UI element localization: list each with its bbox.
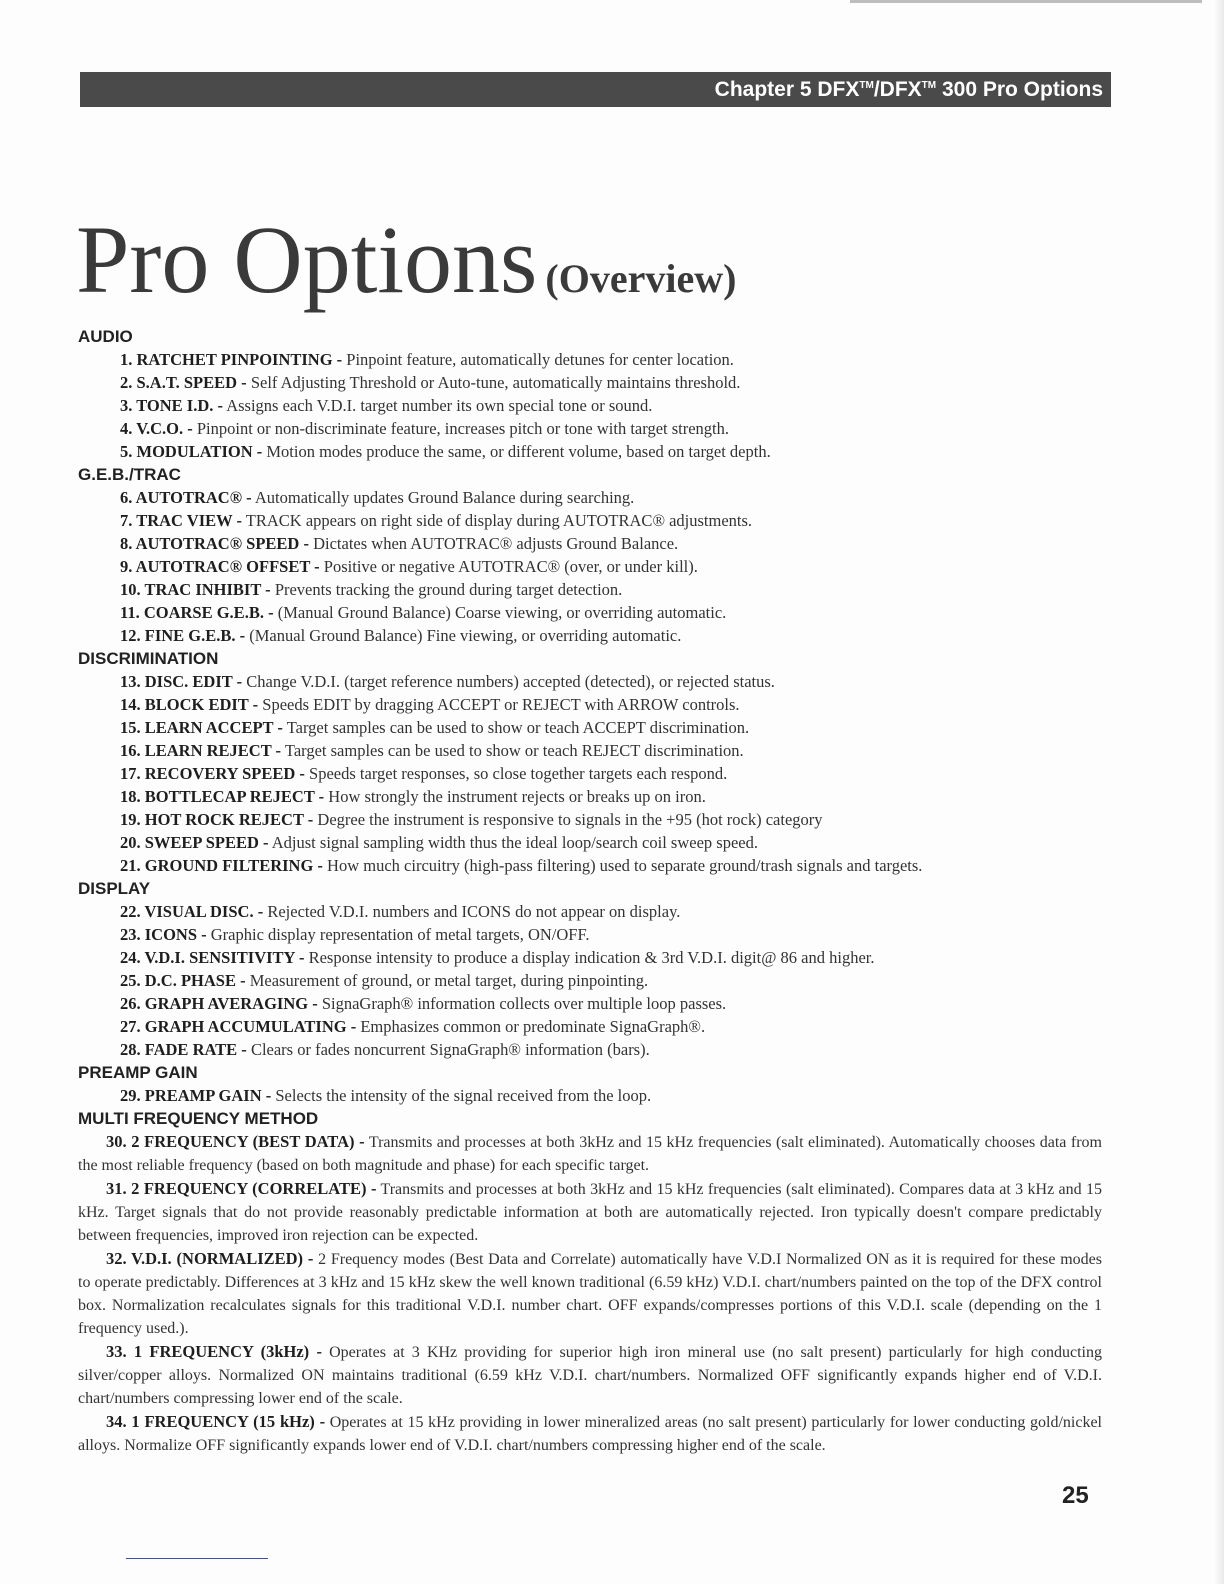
option-item [78,394,1102,417]
option-description: Response intensity to produce a display indication & 3rd V.D.I. digit@ 86 and higher. [304,948,875,967]
option-label: 25. D.C. PHASE - [120,971,246,990]
option-description: TRACK appears on right side of display during AUTOTRAC® adjustments. [241,511,753,530]
option-item [78,371,1102,394]
option-label: 23. ICONS - [120,925,207,944]
option-item [78,670,1102,693]
option-label: 8. AUTOTRAC® SPEED - [120,534,309,553]
section-heading: PREAMP GAIN [78,1063,198,1082]
option-label: 22. VISUAL DISC. - [120,902,264,921]
option-label: 19. HOT ROCK REJECT - [120,810,314,829]
option-description: How much circuitry (high-pass filtering) used to separate ground/trash signals and targets. [322,856,923,875]
option-label: 10. TRAC INHIBIT - [120,580,271,599]
option-label: 16. LEARN REJECT - [120,741,282,760]
option-description: Transmits and processes at both 3kHz and 15 kHz frequencies (salt eliminated). Automatically chooses data from the most reliable frequency (based on both magnitude and phase) for each specific target. [78,1134,1102,1174]
trademark-mark: TM [921,80,937,91]
option-description: Prevents tracking the ground during target detection. [270,580,623,599]
option-label: 18. BOTTLECAP REJECT - [120,787,325,806]
option-paragraph [78,1247,1102,1340]
option-item [78,417,1102,440]
option-label: 2. S.A.T. SPEED - [120,373,247,392]
option-label: 4. V.C.O. - [120,419,193,438]
option-item [78,969,1102,992]
option-description: Speeds EDIT by dragging ACCEPT or REJECT with ARROW controls. [258,695,740,714]
section-heading: AUDIO [78,327,133,346]
option-item [78,532,1102,555]
option-label: 12. FINE G.E.B. - [120,626,246,645]
option-label: 13. DISC. EDIT - [120,672,243,691]
option-description: Selects the intensity of the signal received from the loop. [271,1086,652,1105]
option-label: 24. V.D.I. SENSITIVITY - [120,948,305,967]
option-description: Target samples can be used to show or teach ACCEPT discrimination. [282,718,750,737]
option-label: 14. BLOCK EDIT - [120,695,259,714]
option-label: 27. GRAPH ACCUMULATING - [120,1017,357,1036]
option-description: Transmits and processes at both 3kHz and 15 kHz frequencies (salt eliminated). Compares data at 3 kHz and 15 kHz. Target signals that do not provide reasonably predictable information at both are automatically rejected. Iron typically doesn't compare predictably between frequencies, improved iron rejection can be expected. [78,1181,1102,1244]
options-list [78,325,1102,1457]
section-heading: DISPLAY [78,879,151,898]
option-item [78,808,1102,831]
option-item [78,854,1102,877]
option-item [78,785,1102,808]
option-item [78,946,1102,969]
option-description: Target samples can be used to show or teach REJECT discrimination. [281,741,744,760]
option-label: 17. RECOVERY SPEED - [120,764,305,783]
option-description: Dictates when AUTOTRAC® adjusts Ground Balance. [308,534,679,553]
option-item [78,348,1102,371]
chapter-title-end: 300 Pro Options [936,78,1103,101]
option-description: (Manual Ground Balance) Coarse viewing, or overriding automatic. [273,603,727,622]
option-item [78,578,1102,601]
option-description: Automatically updates Ground Balance during searching. [251,488,635,507]
option-description: Adjust signal sampling width thus the ideal loop/search coil sweep speed. [268,833,758,852]
option-label: 32. V.D.I. (NORMALIZED) - [106,1249,314,1268]
option-description: Graphic display representation of metal targets, ON/OFF. [206,925,590,944]
option-label: 9. AUTOTRAC® OFFSET - [120,557,320,576]
option-description: Motion modes produce the same, or different volume, based on target depth. [262,442,771,461]
option-label: 15. LEARN ACCEPT - [120,718,283,737]
option-description: Pinpoint feature, automatically detunes for center location. [342,350,734,369]
section-heading: DISCRIMINATION [78,649,219,668]
option-item [78,440,1102,463]
trademark-mark: TM [859,80,874,91]
option-description: Self Adjusting Threshold or Auto-tune, automatically maintains threshold. [246,373,741,392]
option-item [78,923,1102,946]
option-paragraph [78,1410,1102,1457]
option-item [78,1015,1102,1038]
option-description: Rejected V.D.I. numbers and ICONS do not appear on display. [263,902,681,921]
option-item [78,716,1102,739]
option-description: Pinpoint or non-discriminate feature, increases pitch or tone with target strength. [192,419,730,438]
multi-frequency-paragraphs [78,1130,1102,1457]
option-description: Measurement of ground, or metal target, during pinpointing. [245,971,649,990]
option-description: Emphasizes common or predominate SignaGraph®. [356,1017,706,1036]
chapter-header [80,72,1111,107]
option-label: 11. COARSE G.E.B. - [120,603,274,622]
option-label: 7. TRAC VIEW - [120,511,242,530]
option-description: (Manual Ground Balance) Fine viewing, or overriding automatic. [245,626,682,645]
option-item [78,831,1102,854]
option-description: 2 Frequency modes (Best Data and Correlate) automatically have V.D.I Normalized ON as it is required for these modes to operate predictably. Differences at 3 kHz and 15 kHz skew the well known traditional (6.59 kHz) V.D.I. chart/numbers painted on the top of the DFX control box. Normalization recalculates signals for this traditional V.D.I. number chart. OFF expands/compresses portions of this V.D.I. scale (depending on the 1 frequency used.). [78,1251,1102,1337]
option-label: 5. MODULATION - [120,442,263,461]
option-item [78,762,1102,785]
option-item [78,1084,1102,1107]
option-label: 30. 2 FREQUENCY (BEST DATA) - [106,1132,365,1151]
option-item [78,900,1102,923]
option-item [78,992,1102,1015]
option-label: 6. AUTOTRAC® - [120,488,252,507]
chapter-title-mid: /DFX [873,78,922,101]
option-label: 21. GROUND FILTERING - [120,856,323,875]
option-description: How strongly the instrument rejects or breaks up on iron. [324,787,706,806]
option-item [78,739,1102,762]
option-description: Speeds target responses, so close together targets each respond. [304,764,728,783]
option-label: 31. 2 FREQUENCY (CORRELATE) - [106,1179,377,1198]
option-label: 28. FADE RATE - [120,1040,247,1059]
chapter-title: Chapter 5 DFX [714,78,860,101]
option-description: Clears or fades noncurrent SignaGraph® information (bars). [246,1040,650,1059]
option-paragraph [78,1177,1102,1247]
section-heading: MULTI FREQUENCY METHOD [78,1109,319,1128]
page-title-sub: (Overview) [545,256,737,301]
option-label: 33. 1 FREQUENCY (3kHz) - [106,1342,322,1361]
page-title [76,206,737,313]
option-description: Assigns each V.D.I. target number its own special tone or sound. [223,396,653,415]
top-rule [850,0,1202,3]
option-item [78,1038,1102,1061]
bottom-rule [126,1558,268,1559]
page-edge-shadow [1214,0,1224,1584]
option-label: 3. TONE I.D. - [120,396,223,415]
option-item [78,509,1102,532]
option-item [78,486,1102,509]
option-description: SignaGraph® information collects over multiple loop passes. [317,994,727,1013]
option-description: Operates at 15 kHz providing in lower mineralized areas (no salt present) particularly for lower conducting gold/nickel alloys. Normalize OFF significantly expands lower end of V.D.I. chart/numbers compressing higher end of the scale. [78,1414,1103,1454]
option-description: Operates at 3 KHz providing for superior high iron mineral use (no salt present) particularly for high conducting silver/copper alloys. Normalized ON maintains traditional (6.59 kHz V.D.I. chart/numbers. Normalized OFF significantly expands higher end of V.D.I. chart/numbers compressing lower end of the scale. [78,1344,1102,1407]
option-description: Positive or negative AUTOTRAC® (over, or under kill). [319,557,698,576]
option-paragraph [78,1130,1102,1177]
section-heading: G.E.B./TRAC [78,465,181,484]
option-label: 26. GRAPH AVERAGING - [120,994,318,1013]
option-description: Degree the instrument is responsive to signals in the +95 (hot rock) category [313,810,823,829]
option-description: Change V.D.I. (target reference numbers) accepted (detected), or rejected status. [242,672,775,691]
option-label: 34. 1 FREQUENCY (15 kHz) - [106,1412,326,1431]
page-number: 25 [1062,1482,1089,1509]
option-label: 20. SWEEP SPEED - [120,833,269,852]
sections-container [78,325,1102,1107]
option-paragraph [78,1340,1102,1410]
option-item [78,693,1102,716]
option-item [78,555,1102,578]
option-item [78,624,1102,647]
option-label: 1. RATCHET PINPOINTING - [120,350,343,369]
option-label: 29. PREAMP GAIN - [120,1086,272,1105]
option-item [78,601,1102,624]
page-title-main: Pro Options [76,206,538,313]
